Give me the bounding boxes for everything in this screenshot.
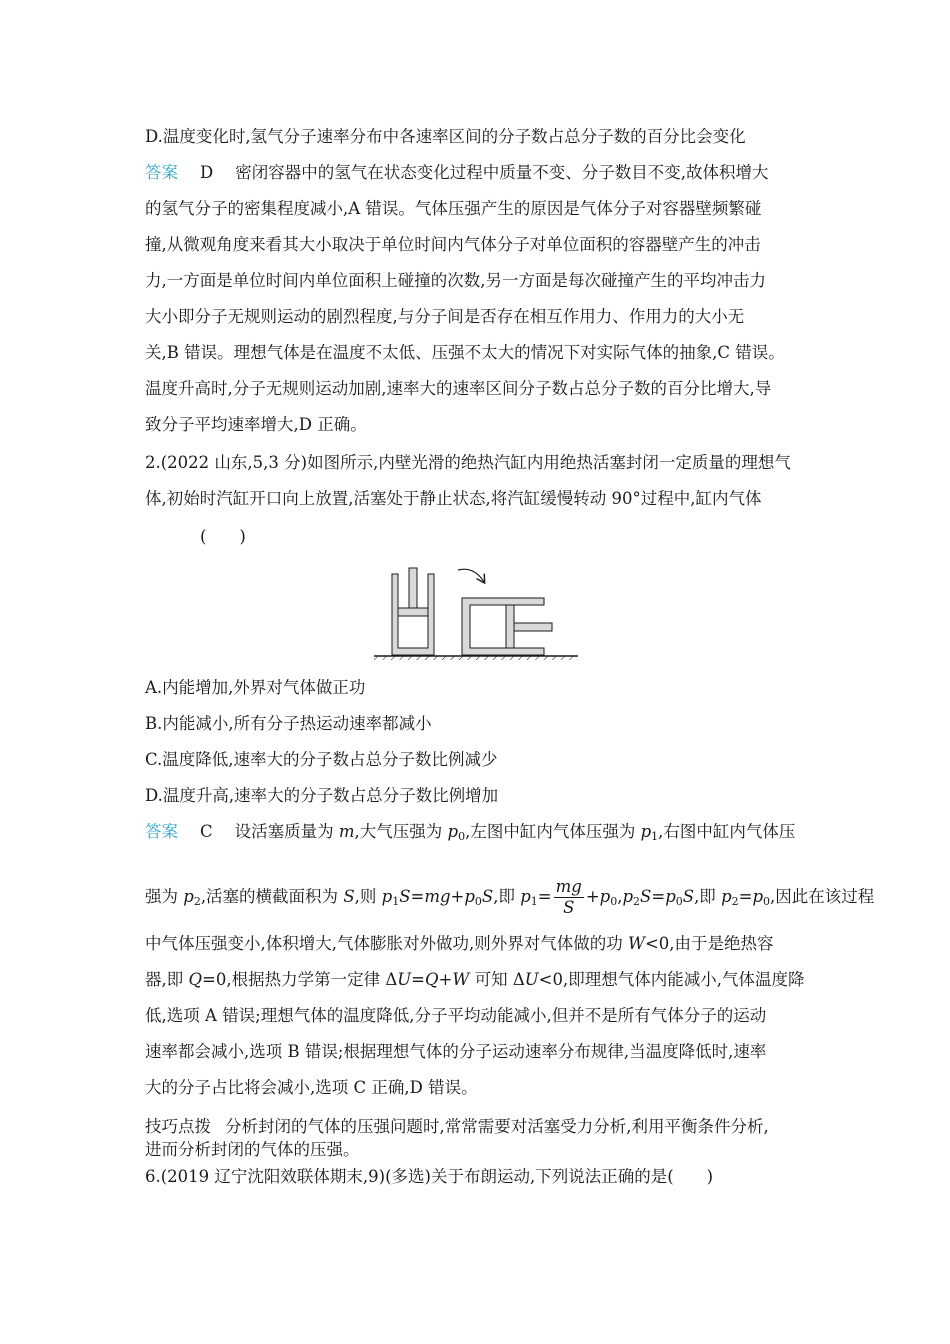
option-d: D.温度升高,速率大的分子数占总分子数比例增加 <box>145 786 499 805</box>
answer-2-line-3: 中气体压强变小,体积增大,气体膨胀对外做功,则外界对气体做的功 W<0,由于是绝热容 <box>145 934 774 953</box>
option-a: A.内能增加,外界对气体做正功 <box>145 678 366 697</box>
fraction-mg-over-s: $\frac{mg}{S}$ <box>555 877 582 917</box>
answer-1-line-7: 温度升高时,分子无规则运动加剧,速率大的速率区间分子数占总分子数的百分比增大,导 <box>145 379 772 398</box>
answer-2-line-4: 器,即 Q=0,根据热力学第一定律 ΔU=Q+W 可知 ΔU<0,即理想气体内能减小,气体温度降 <box>145 970 805 989</box>
answer-1-line-5: 大小即分子无规则运动的剧烈程度,与分子间是否存在相互作用力、作用力的大小无 <box>145 307 745 326</box>
option-c: C.温度降低,速率大的分子数占总分子数比例减少 <box>145 750 498 769</box>
answer-letter: D <box>200 163 214 182</box>
answer-blank: ( ) <box>200 527 246 546</box>
answer-2-line-2: 强为 $p_2$,活塞的横截面积为 S,则 $p_1S=mg+p_0S$,即 $p_1=$ $\frac{mg}{S}$ $+p_0,p_2S=p_0S$,即 $p_2=p_0$,因此在该过程 <box>145 877 875 917</box>
answer-2-line-5: 低,选项 A 错误;理想气体的温度降低,分子平均动能减小,但并不是所有气体分子的运动 <box>145 1006 767 1025</box>
option-d-previous: D.温度变化时,氢气分子速率分布中各速率区间的分子数占总分子数的百分比会变化 <box>145 127 746 146</box>
answer-1-line-8: 致分子平均速率增大,D 正确。 <box>145 415 367 434</box>
answer-2-line-1: 答案 C 设活塞质量为 m,大气压强为 $p_0$,左图中缸内气体压强为 $p_1$,右图中缸内气体压 <box>145 822 796 843</box>
answer-label: 答案 <box>145 822 178 841</box>
cylinder-rotation-figure <box>370 562 580 670</box>
answer-1-line-6: 关,B 错误。理想气体是在温度不太低、压强不太大的情况下对实际气体的抽象,C 错误。 <box>145 343 785 362</box>
upright-cylinder <box>392 568 434 655</box>
question-6-stem: 6.(2019 辽宁沈阳效联体期末,9)(多选)关于布朗运动,下列说法正确的是( ) <box>145 1167 714 1186</box>
option-b: B.内能减小,所有分子热运动速率都减小 <box>145 714 432 733</box>
answer-2-line-6: 速率都会减小,选项 B 错误;根据理想气体的分子运动速率分布规律,当温度降低时,速率 <box>145 1042 767 1061</box>
question-2-stem-1: 2.(2022 山东,5,3 分)如图所示,内壁光滑的绝热汽缸内用绝热活塞封闭一定质量的理想气 <box>145 453 791 472</box>
answer-letter: C <box>200 822 213 841</box>
tip-line-2: 进而分析封闭的气体的压强。 <box>145 1140 360 1159</box>
tip-label: 技巧点拨 <box>145 1117 211 1136</box>
rotated-cylinder <box>462 598 552 655</box>
answer-1-line-2: 的氢气分子的密集程度减小,A 错误。气体压强产生的原因是气体分子对容器壁频繁碰 <box>145 199 762 218</box>
answer-label: 答案 <box>145 163 178 182</box>
answer-1-line-1: 答案 D 密闭容器中的氢气在状态变化过程中质量不变、分子数目不变,故体积增大 <box>145 163 769 182</box>
rotation-arrow-icon <box>458 569 484 582</box>
answer-1-line-3: 撞,从微观角度来看其大小取决于单位时间内气体分子对单位面积的容器壁产生的冲击 <box>145 235 761 254</box>
answer-2-line-7: 大的分子占比将会减小,选项 C 正确,D 错误。 <box>145 1078 478 1097</box>
answer-1-line-4: 力,一方面是单位时间内单位面积上碰撞的次数,另一方面是每次碰撞产生的平均冲击力 <box>145 271 766 290</box>
tip-line-1: 技巧点拨 分析封闭的气体的压强问题时,常常需要对活塞受力分析,利用平衡条件分析, <box>145 1117 769 1136</box>
question-2-stem-2: 体,初始时汽缸开口向上放置,活塞处于静止状态,将汽缸缓慢转动 90°过程中,缸内气体 <box>145 489 762 508</box>
